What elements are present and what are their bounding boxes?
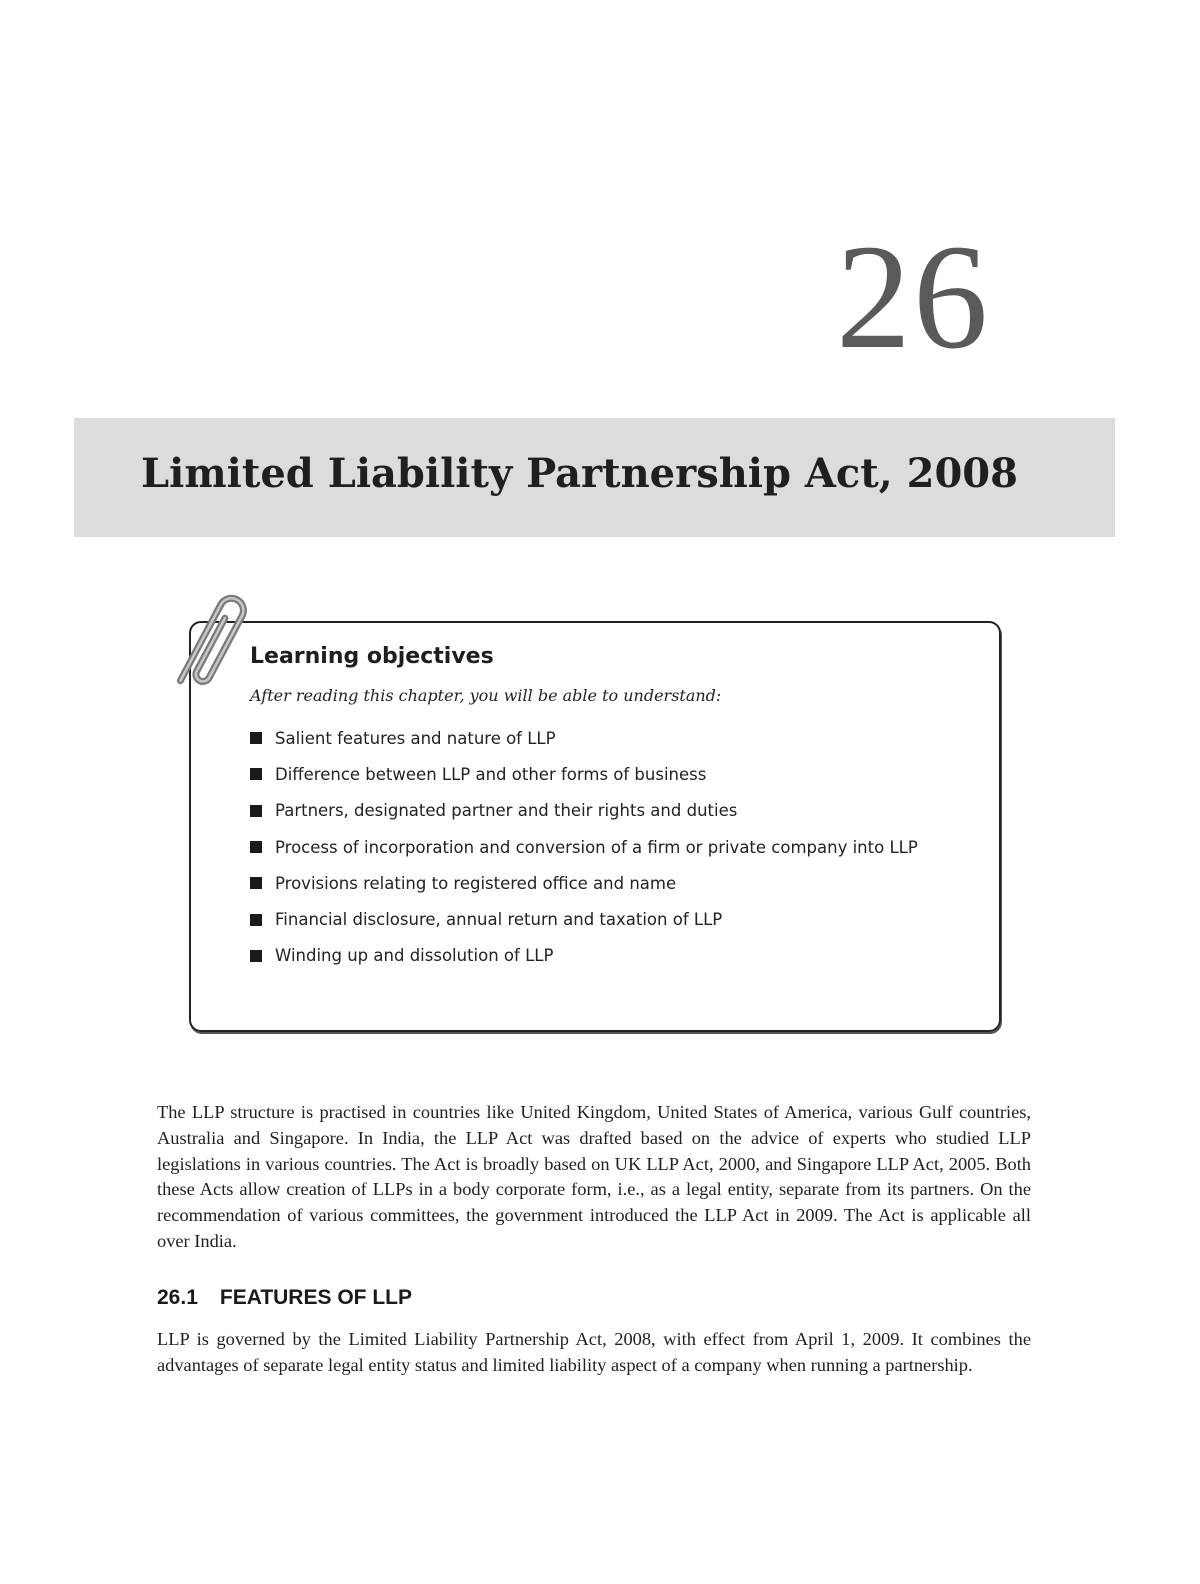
learning-objectives-list [250, 720, 918, 974]
square-bullet-icon [250, 950, 262, 962]
list-item [250, 829, 918, 865]
intro-paragraph: The LLP structure is practised in countries like United Kingdom, United States of America, various Gulf countries, Australia and Singapore. In India, the LLP Act was drafted based on the advice of experts who studied LLP legislations in various countries. The Act is broadly based on UK LLP Act, 2000, and Singapore LLP Act, 2005. Both these Acts allow creation of LLPs in a body corporate form, i.e., as a legal entity, separate from its partners. On the recommendation of various committees, the government introduced the LLP Act in 2009. The Act is applicable all over India. [157, 1102, 1031, 1251]
square-bullet-icon [250, 805, 262, 817]
chapter-number: 26 [836, 214, 990, 380]
objective-text: Process of incorporation and conversion of a firm or private company into LLP [275, 837, 918, 857]
chapter-title: Limited Liability Partnership Act, 2008 [141, 450, 1018, 497]
objective-text: Salient features and nature of LLP [275, 728, 556, 748]
square-bullet-icon [250, 732, 262, 744]
square-bullet-icon [250, 768, 262, 780]
paperclip-icon [172, 584, 256, 702]
list-item [250, 793, 918, 829]
section-paragraph: LLP is governed by the Limited Liability Partnership Act, 2008, with effect from April 1, 2009. It combines the advantages of separate legal entity status and limited liability aspect of a company when running a partnership. [157, 1329, 1031, 1375]
section-heading [157, 1286, 412, 1310]
learning-objectives-heading: Learning objectives [250, 644, 494, 669]
objective-text: Partners, designated partner and their rights and duties [275, 801, 738, 821]
square-bullet-icon [250, 877, 262, 889]
objective-text: Difference between LLP and other forms of business [275, 764, 707, 784]
square-bullet-icon [250, 914, 262, 926]
chapter-title-band [74, 418, 1115, 537]
square-bullet-icon [250, 841, 262, 853]
list-item [250, 720, 918, 756]
section-number: 26.1 [157, 1286, 198, 1309]
objective-text: Financial disclosure, annual return and taxation of LLP [275, 910, 723, 930]
objective-text: Winding up and dissolution of LLP [275, 946, 554, 966]
objective-text: Provisions relating to registered office and name [275, 873, 677, 893]
learning-objectives-intro: After reading this chapter, you will be able to understand: [250, 686, 722, 705]
list-item [250, 756, 918, 792]
list-item [250, 901, 918, 937]
list-item [250, 865, 918, 901]
list-item [250, 938, 918, 974]
section-title: FEATURES OF LLP [219, 1286, 412, 1309]
